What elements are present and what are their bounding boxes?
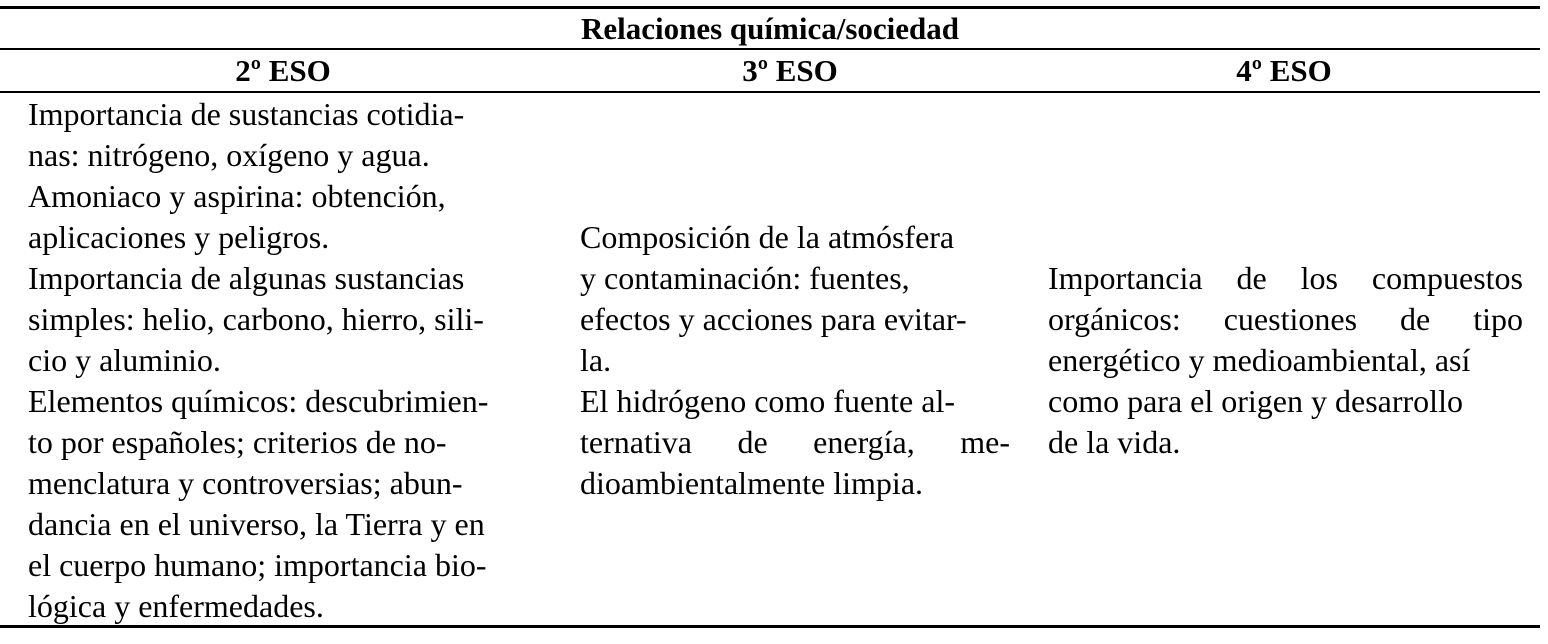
cell-line: Composición de la atmósfera — [580, 219, 955, 255]
cell-line: lógica y enfermedades. — [28, 588, 324, 624]
cell-line: y contaminación: fuentes, — [580, 260, 910, 296]
column-header-4eso: 4º ESO — [1236, 53, 1332, 88]
cell-line: El hidrógeno como fuente al- — [580, 383, 955, 419]
cell-4eso — [1048, 258, 1523, 463]
cell-line: dioambientalmente limpia. — [580, 465, 924, 501]
cell-line: to por españoles; criterios de no- — [28, 424, 447, 460]
cell-line: Importancia de sustancias cotidia- — [28, 96, 465, 132]
cell-line: Importancia de algunas sustancias — [28, 260, 465, 296]
table-title: Relaciones química/sociedad — [580, 11, 960, 46]
cell-line: nas: nitrógeno, oxígeno y agua. — [28, 137, 430, 173]
cell-line: orgánicos: cuestiones de tipo — [1048, 301, 1523, 337]
column-header-3eso: 3º ESO — [742, 53, 838, 88]
cell-line: de la vida. — [1048, 424, 1181, 460]
cell-3eso — [580, 217, 1010, 504]
cell-line: como para el origen y desarrollo — [1048, 383, 1463, 419]
cell-line: ternativa de energía, me- — [580, 424, 1010, 460]
cell-line: aplicaciones y peligros. — [28, 219, 330, 255]
cell-line: el cuerpo humano; importancia bio- — [28, 547, 487, 583]
cell-line: dancia en el universo, la Tierra y en — [28, 506, 485, 542]
bottom-rule — [0, 625, 1540, 628]
cell-line: simples: helio, carbono, hierro, sili- — [28, 301, 484, 337]
header-rule — [0, 91, 1540, 93]
cell-line: energético y medioambiental, así — [1048, 342, 1471, 378]
column-header-2eso: 2º ESO — [235, 53, 331, 88]
cell-line: Amoniaco y aspirina: obtención, — [28, 178, 446, 214]
cell-line: la. — [580, 342, 612, 378]
cell-2eso — [28, 94, 558, 627]
cell-line: menclatura y controversias; abun- — [28, 465, 463, 501]
cell-line: Elementos químicos: descubrimien- — [28, 383, 489, 419]
cell-line: efectos y acciones para evitar- — [580, 301, 967, 337]
cell-line: cio y aluminio. — [28, 342, 221, 378]
cell-line: Importancia de los compuestos — [1048, 260, 1523, 296]
